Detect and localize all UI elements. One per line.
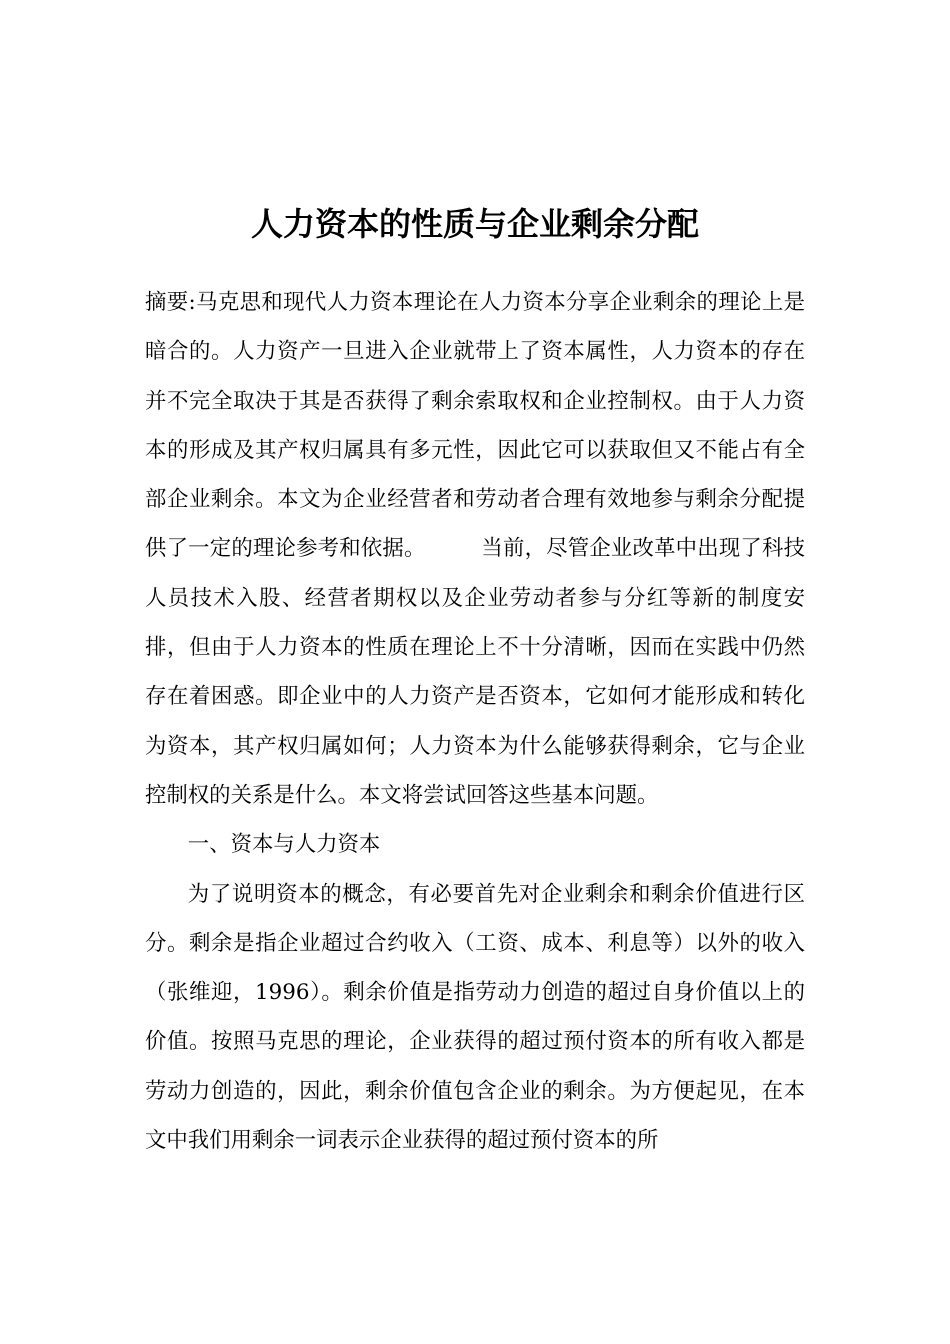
section-heading: 一、资本与人力资本 — [187, 832, 381, 858]
document-title: 人力资本的性质与企业剩余分配 — [250, 205, 699, 243]
abstract-paragraph — [145, 278, 805, 820]
introduction-text: 当前，尽管企业改革中出现了科技人员技术入股、经营者期权以及企业劳动者参与分红等新的制度安排，但由于人力资本的性质在理论上不十分清晰，因而在实践中仍然存在着困惑。即企业中的人力资产是否资本，它如何才能形成和转化为资本，其产权归属如何；人力资本为什么能够获得剩余，它与企业控制权的关系是什么。本文将尝试回答这些基本问题。 — [145, 536, 805, 808]
document-body — [145, 278, 805, 1165]
body-paragraph: 为了说明资本的概念，有必要首先对企业剩余和剩余价值进行区分。剩余是指企业超过合约收入（工资、成本、利息等）以外的收入（张维迎，1996）。剩余价值是指劳动力创造的超过自身价值以上的价值。按照马克思的理论，企业获得的超过预付资本的所有收入都是劳动力创造的，因此，剩余价值包含企业的剩余。为方便起见，在本文中我们用剩余一词表示企业获得的超过预付资本的所 — [145, 881, 805, 1154]
abstract-text: 摘要:马克思和现代人力资本理论在人力资本分享企业剩余的理论上是暗合的。人力资产一旦进入企业就带上了资本属性，人力资本的存在并不完全取决于其是否获得了剩余索取权和企业控制权。由于人力资本的形成及其产权归属具有多元性，因此它可以获取但又不能占有全部企业剩余。本文为企业经营者和劳动者合理有效地参与剩余分配提供了一定的理论参考和依据。 — [145, 290, 805, 562]
